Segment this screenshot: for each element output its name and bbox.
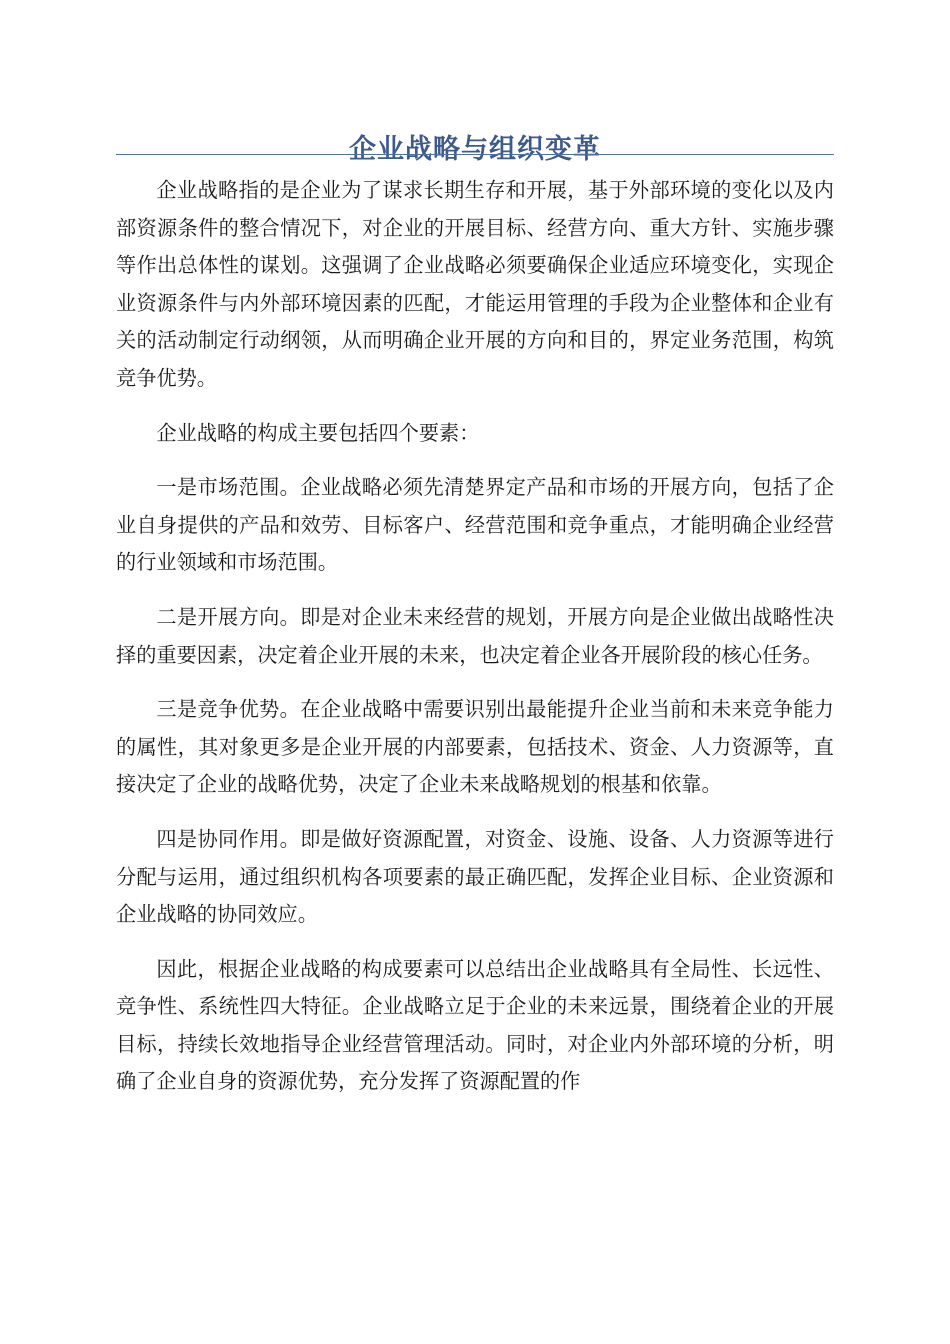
paragraph-development-direction: 二是开展方向。即是对企业未来经营的规划，开展方向是企业做出战略性决择的重要因素，决定着企业开展的未来，也决定着企业各开展阶段的核心任务。 — [116, 604, 834, 667]
page-title: 企业战略与组织变革 — [349, 134, 601, 166]
paragraph-market-scope: 一是市场范围。企业战略必须先清楚界定产品和市场的开展方向，包括了企业自身提供的产品和效劳、目标客户、经营范围和竞争重点，才能明确企业经营的行业领域和市场范围。 — [116, 475, 834, 575]
paragraph-competitive-advantage: 三是竞争优势。在企业战略中需要识别出最能提升企业当前和未来竞争能力的属性，其对象更多是企业开展的内部要素，包括技术、资金、人力资源等，直接决定了企业的战略优势，决定了企业未来战略规划的根基和依靠。 — [116, 697, 834, 797]
document-body — [116, 172, 834, 1118]
paragraph-elements-intro: 企业战略的构成主要包括四个要素： — [156, 420, 480, 445]
paragraph-synergy: 四是协同作用。即是做好资源配置，对资金、设施、设备、人力资源等进行分配与运用，通过组织机构各项要素的最正确匹配，发挥企业目标、企业资源和企业战略的协同效应。 — [116, 826, 834, 927]
paragraph-conclusion: 因此，根据企业战略的构成要素可以总结出企业战略具有全局性、长远性、竞争性、系统性四大特征。企业战略立足于企业的未来远景，围绕着企业的开展目标，持续长效地指导企业经营管理活动。同时，对企业内外部环境的分析，明确了企业自身的资源优势，充分发挥了资源配置的作 — [116, 956, 834, 1094]
title-underline — [116, 154, 834, 155]
paragraph-definition: 企业战略指的是企业为了谋求长期生存和开展，基于外部环境的变化以及内部资源条件的整合情况下，对企业的开展目标、经营方向、重大方针、实施步骤等作出总体性的谋划。这强调了企业战略必须要确保企业适应环境变化，实现企业资源条件与内外部环境因素的匹配，才能运用管理的手段为企业整体和企业有关的活动制定行动纲领，从而明确企业开展的方向和目的，界定业务范围，构筑竞争优势。 — [116, 178, 834, 390]
